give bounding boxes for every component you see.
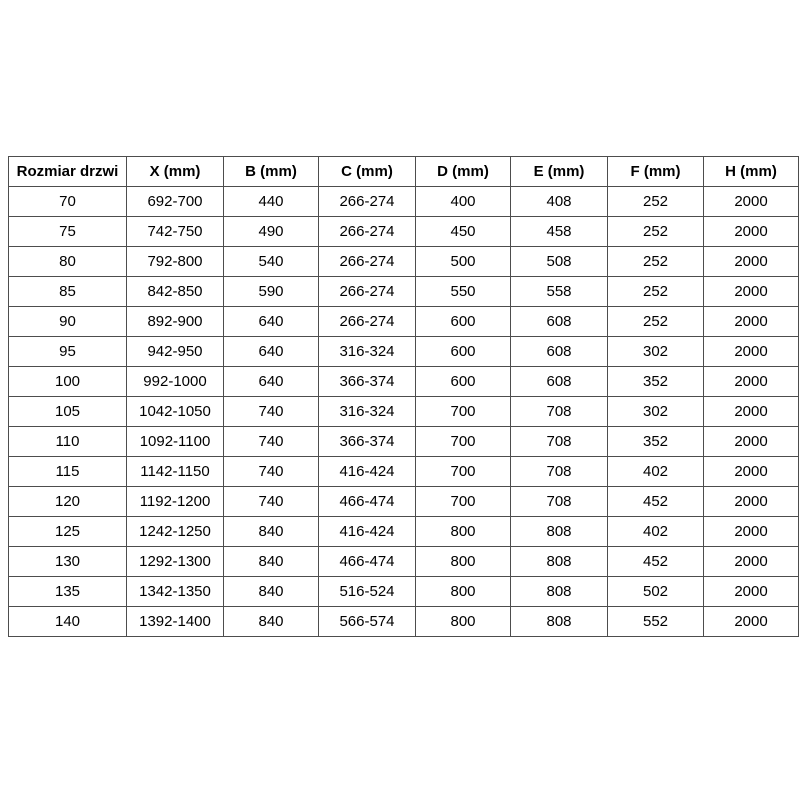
table-cell: 508 [511, 247, 608, 277]
table-cell: 2000 [704, 217, 799, 247]
table-cell: 740 [224, 427, 319, 457]
column-header-0: Rozmiar drzwi [9, 157, 127, 187]
table-cell: 502 [608, 577, 704, 607]
table-cell: 80 [9, 247, 127, 277]
table-cell: 700 [416, 397, 511, 427]
table-cell: 840 [224, 547, 319, 577]
table-cell: 808 [511, 577, 608, 607]
table-row [9, 457, 799, 487]
table-cell: 742-750 [127, 217, 224, 247]
table-cell: 800 [416, 547, 511, 577]
table-cell: 90 [9, 307, 127, 337]
table-cell: 2000 [704, 397, 799, 427]
table-cell: 466-474 [319, 547, 416, 577]
table-row [9, 187, 799, 217]
table-row [9, 577, 799, 607]
table-cell: 640 [224, 337, 319, 367]
table-cell: 942-950 [127, 337, 224, 367]
table-cell: 1192-1200 [127, 487, 224, 517]
table-cell: 708 [511, 487, 608, 517]
table-cell: 808 [511, 607, 608, 637]
table-cell: 516-524 [319, 577, 416, 607]
column-header-7: H (mm) [704, 157, 799, 187]
table-row [9, 217, 799, 247]
table-cell: 566-574 [319, 607, 416, 637]
table-cell: 252 [608, 217, 704, 247]
table-cell: 1092-1100 [127, 427, 224, 457]
table-cell: 842-850 [127, 277, 224, 307]
table-cell: 800 [416, 577, 511, 607]
table-cell: 800 [416, 517, 511, 547]
table-cell: 500 [416, 247, 511, 277]
door-size-spec-table [8, 156, 799, 637]
table-cell: 440 [224, 187, 319, 217]
table-cell: 840 [224, 577, 319, 607]
table-cell: 400 [416, 187, 511, 217]
table-cell: 2000 [704, 457, 799, 487]
table-cell: 352 [608, 427, 704, 457]
column-header-2: B (mm) [224, 157, 319, 187]
table-cell: 600 [416, 307, 511, 337]
table-cell: 110 [9, 427, 127, 457]
table-cell: 640 [224, 307, 319, 337]
table-cell: 266-274 [319, 187, 416, 217]
table-cell: 2000 [704, 487, 799, 517]
table-cell: 408 [511, 187, 608, 217]
table-cell: 1042-1050 [127, 397, 224, 427]
table-cell: 452 [608, 547, 704, 577]
table-cell: 252 [608, 247, 704, 277]
table-cell: 2000 [704, 247, 799, 277]
table-cell: 135 [9, 577, 127, 607]
table-row [9, 367, 799, 397]
table-cell: 552 [608, 607, 704, 637]
table-cell: 266-274 [319, 217, 416, 247]
table-cell: 95 [9, 337, 127, 367]
table-cell: 266-274 [319, 307, 416, 337]
table-cell: 402 [608, 457, 704, 487]
table-cell: 266-274 [319, 247, 416, 277]
table-cell: 352 [608, 367, 704, 397]
table-cell: 708 [511, 427, 608, 457]
table-cell: 740 [224, 457, 319, 487]
table-cell: 608 [511, 307, 608, 337]
table-cell: 266-274 [319, 277, 416, 307]
table-cell: 2000 [704, 517, 799, 547]
table-cell: 540 [224, 247, 319, 277]
table-cell: 2000 [704, 577, 799, 607]
table-cell: 70 [9, 187, 127, 217]
table-row [9, 607, 799, 637]
table-cell: 490 [224, 217, 319, 247]
table-cell: 740 [224, 487, 319, 517]
table-cell: 302 [608, 397, 704, 427]
table-cell: 808 [511, 517, 608, 547]
table-cell: 1142-1150 [127, 457, 224, 487]
table-cell: 416-424 [319, 517, 416, 547]
table-body [9, 187, 799, 637]
table-row [9, 307, 799, 337]
table-row [9, 427, 799, 457]
table-cell: 450 [416, 217, 511, 247]
table-cell: 640 [224, 367, 319, 397]
table-row [9, 337, 799, 367]
table-cell: 700 [416, 457, 511, 487]
table-cell: 608 [511, 337, 608, 367]
table-cell: 792-800 [127, 247, 224, 277]
table-row [9, 247, 799, 277]
column-header-3: C (mm) [319, 157, 416, 187]
table-cell: 466-474 [319, 487, 416, 517]
table-cell: 2000 [704, 307, 799, 337]
table-cell: 252 [608, 277, 704, 307]
table-cell: 892-900 [127, 307, 224, 337]
table-cell: 808 [511, 547, 608, 577]
table-cell: 700 [416, 427, 511, 457]
table-cell: 252 [608, 307, 704, 337]
table-cell: 600 [416, 367, 511, 397]
table-cell: 600 [416, 337, 511, 367]
table-cell: 115 [9, 457, 127, 487]
table-cell: 316-324 [319, 337, 416, 367]
table-cell: 458 [511, 217, 608, 247]
table-cell: 316-324 [319, 397, 416, 427]
table-cell: 2000 [704, 547, 799, 577]
table-cell: 105 [9, 397, 127, 427]
table-cell: 2000 [704, 607, 799, 637]
table-cell: 1342-1350 [127, 577, 224, 607]
table-cell: 740 [224, 397, 319, 427]
column-header-1: X (mm) [127, 157, 224, 187]
table-row [9, 517, 799, 547]
table-cell: 708 [511, 457, 608, 487]
table-row [9, 277, 799, 307]
table-cell: 85 [9, 277, 127, 307]
column-header-4: D (mm) [416, 157, 511, 187]
table-cell: 2000 [704, 367, 799, 397]
table-cell: 692-700 [127, 187, 224, 217]
table-cell: 1392-1400 [127, 607, 224, 637]
table-cell: 700 [416, 487, 511, 517]
table-row [9, 397, 799, 427]
table-cell: 1292-1300 [127, 547, 224, 577]
table-row [9, 547, 799, 577]
table-cell: 2000 [704, 187, 799, 217]
table-cell: 402 [608, 517, 704, 547]
table-header-row [9, 157, 799, 187]
table-cell: 590 [224, 277, 319, 307]
table-cell: 558 [511, 277, 608, 307]
table-cell: 2000 [704, 277, 799, 307]
table-cell: 120 [9, 487, 127, 517]
table-head [9, 157, 799, 187]
table-cell: 125 [9, 517, 127, 547]
table-cell: 416-424 [319, 457, 416, 487]
table-row [9, 487, 799, 517]
table-cell: 130 [9, 547, 127, 577]
table-cell: 252 [608, 187, 704, 217]
table-cell: 100 [9, 367, 127, 397]
table-cell: 608 [511, 367, 608, 397]
table-cell: 800 [416, 607, 511, 637]
table-cell: 140 [9, 607, 127, 637]
table-cell: 302 [608, 337, 704, 367]
table-cell: 2000 [704, 427, 799, 457]
table-cell: 1242-1250 [127, 517, 224, 547]
table-cell: 75 [9, 217, 127, 247]
table-cell: 840 [224, 607, 319, 637]
column-header-6: F (mm) [608, 157, 704, 187]
column-header-5: E (mm) [511, 157, 608, 187]
table-cell: 550 [416, 277, 511, 307]
table-cell: 992-1000 [127, 367, 224, 397]
table-cell: 366-374 [319, 427, 416, 457]
table-cell: 2000 [704, 337, 799, 367]
table-cell: 452 [608, 487, 704, 517]
table-cell: 840 [224, 517, 319, 547]
table-cell: 366-374 [319, 367, 416, 397]
table-cell: 708 [511, 397, 608, 427]
